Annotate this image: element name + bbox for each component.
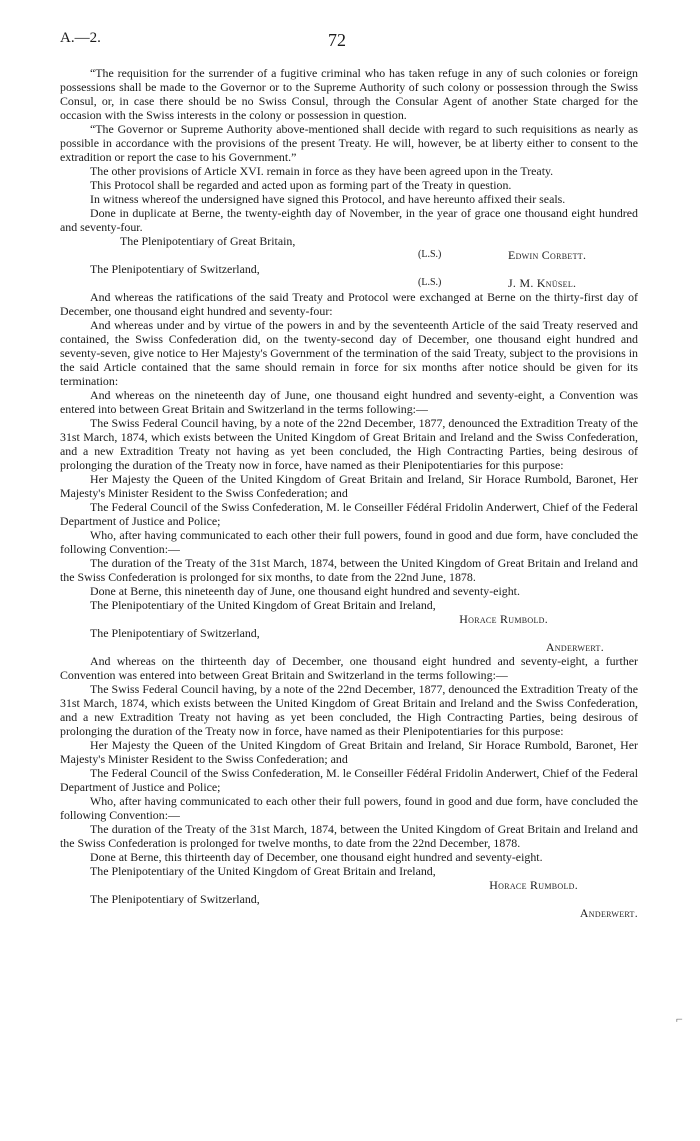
plenipotentiary-label: The Plenipotentiary of Great Britain,	[120, 234, 296, 248]
signature-line	[60, 640, 638, 654]
signature-plenipotentiary-line	[60, 234, 638, 248]
paragraph: Her Majesty the Queen of the United Kingdom of Great Britain and Ireland, Sir Horace Rumbold, Baronet, Her Majesty's Minister Resident to the Swiss Confederation; and	[60, 738, 638, 766]
paragraph: The Swiss Federal Council having, by a note of the 22nd December, 1877, denounced the Extradition Treaty of the 31st March, 1874, which exists between the United Kingdom of Great Britain and Ireland and the Swiss Confederation, and a new Extradition Treaty not having as yet been concluded, the High Contracting Parties, being desirous of prolonging the duration of the Treaty now in force, have named as their Plenipotentiaries for this purpose:	[60, 682, 638, 738]
paragraph: And whereas on the nineteenth day of June, one thousand eight hundred and seventy-eight, a Convention was entered into between Great Britain and Switzerland in the terms following:—	[60, 388, 638, 416]
plenipotentiary-label: The Plenipotentiary of Switzerland,	[90, 262, 260, 276]
paragraph: Done in duplicate at Berne, the twenty-eighth day of November, in the year of grace one thousand eight hundred and seventy-four.	[60, 206, 638, 234]
page-header	[60, 30, 640, 52]
paragraph: This Protocol shall be regarded and acted upon as forming part of the Treaty in question.	[90, 178, 512, 192]
paragraph: Done at Berne, this thirteenth day of December, one thousand eight hundred and seventy-eight.	[90, 850, 543, 864]
signatory-name: Horace Rumbold.	[459, 612, 548, 626]
paragraph: Who, after having communicated to each other their full powers, found in good and due form, have concluded the following Convention:—	[60, 794, 638, 822]
signature-line	[60, 878, 638, 892]
paragraph: The other provisions of Article XVI. remain in force as they have been agreed upon in the Treaty.	[90, 164, 554, 178]
paragraph: The Federal Council of the Swiss Confederation, M. le Conseiller Fédéral Fridolin Anderwert, Chief of the Federal Department of Justice and Police;	[60, 500, 638, 528]
body-text	[60, 66, 638, 920]
paragraph: The Swiss Federal Council having, by a note of the 22nd December, 1877, denounced the Extradition Treaty of the 31st March, 1874, which exists between the United Kingdom of Great Britain and Ireland and the Swiss Confederation, and a new Extradition Treaty not having as yet been concluded, the High Contracting Parties, being desirous of prolonging the duration of the Treaty now in force, have named as their Plenipotentiaries for this purpose:	[60, 416, 638, 472]
seal-mark: (L.S.)	[418, 249, 442, 260]
paragraph: The duration of the Treaty of the 31st March, 1874, between the United Kingdom of Great Britain and Ireland and the Swiss Confederation is prolonged for twelve months, to date from the 22nd December, 1878.	[60, 822, 638, 850]
paragraph: The duration of the Treaty of the 31st March, 1874, between the United Kingdom of Great Britain and Ireland and the Swiss Confederation is prolonged for six months, to date from the 22nd June, 1878.	[60, 556, 638, 584]
signatory-name: Anderwert.	[545, 640, 604, 654]
signatory-name: Horace Rumbold.	[489, 878, 578, 892]
paragraph: In witness whereof the undersigned have signed this Protocol, and have hereunto affixed their seals.	[90, 192, 566, 206]
signature-plenipotentiary-line	[60, 262, 638, 276]
plenipotentiary-label: The Plenipotentiary of the United Kingdom of Great Britain and Ireland,	[90, 864, 436, 878]
seal-mark: (L.S.)	[418, 277, 442, 288]
signature-line	[60, 906, 638, 920]
margin-mark: ⌐	[676, 1012, 683, 1026]
plenipotentiary-label: The Plenipotentiary of Switzerland,	[90, 626, 260, 640]
paragraph: “The requisition for the surrender of a fugitive criminal who has taken refuge in any of such colonies or foreign possessions shall be made to the Governor or to the Supreme Authority of such colony or possession through the Swiss Consul, or, in case there should be no Swiss Consul, through the Consular Agent of another State charged for the occasion with the Swiss interests in the colony or possession in question.	[60, 66, 638, 122]
paragraph: Who, after having communicated to each other their full powers, found in good and due form, have concluded the following Convention:—	[60, 528, 638, 556]
page-number: 72	[328, 30, 346, 50]
signature-line	[60, 612, 638, 626]
signatory-name: Anderwert.	[579, 906, 638, 920]
plenipotentiary-label: The Plenipotentiary of Switzerland,	[90, 892, 260, 906]
paragraph: And whereas the ratifications of the said Treaty and Protocol were exchanged at Berne on the thirty-first day of December, one thousand eight hundred and seventy-four:	[60, 290, 638, 318]
paragraph: Done at Berne, this nineteenth day of June, one thousand eight hundred and seventy-eight.	[90, 584, 520, 598]
paragraph: And whereas on the thirteenth day of December, one thousand eight hundred and seventy-eight, a further Convention was entered into between Great Britain and Switzerland in the terms following:—	[60, 654, 638, 682]
signatory-name: J. M. Knüsel.	[508, 276, 577, 290]
page-reference: A.—2.	[60, 30, 101, 46]
signatory-name: Edwin Corbett.	[508, 248, 587, 262]
paragraph: And whereas under and by virtue of the powers in and by the seventeenth Article of the said Treaty reserved and contained, the Swiss Confederation did, on the twenty-second day of December, one thousand eight hundred and seventy-seven, give notice to Her Majesty's Government of the termination of the said Treaty, subject to the provisions in the said Article contained that the same should remain in force for six months after notice should be given for its termination:	[60, 318, 638, 388]
paragraph: The Federal Council of the Swiss Confederation, M. le Conseiller Fédéral Fridolin Anderwert, Chief of the Federal Department of Justice and Police;	[60, 766, 638, 794]
plenipotentiary-label: The Plenipotentiary of the United Kingdom of Great Britain and Ireland,	[90, 598, 436, 612]
paragraph: Her Majesty the Queen of the United Kingdom of Great Britain and Ireland, Sir Horace Rumbold, Baronet, Her Majesty's Minister Resident to the Swiss Confederation; and	[60, 472, 638, 500]
signature-line	[60, 248, 638, 262]
signature-line	[60, 276, 638, 290]
paragraph: “The Governor or Supreme Authority above-mentioned shall decide with regard to such requisitions as nearly as possible in accordance with the provisions of the present Treaty. He will, however, be at liberty either to consent to the extradition or report the case to his Government.”	[60, 122, 638, 164]
